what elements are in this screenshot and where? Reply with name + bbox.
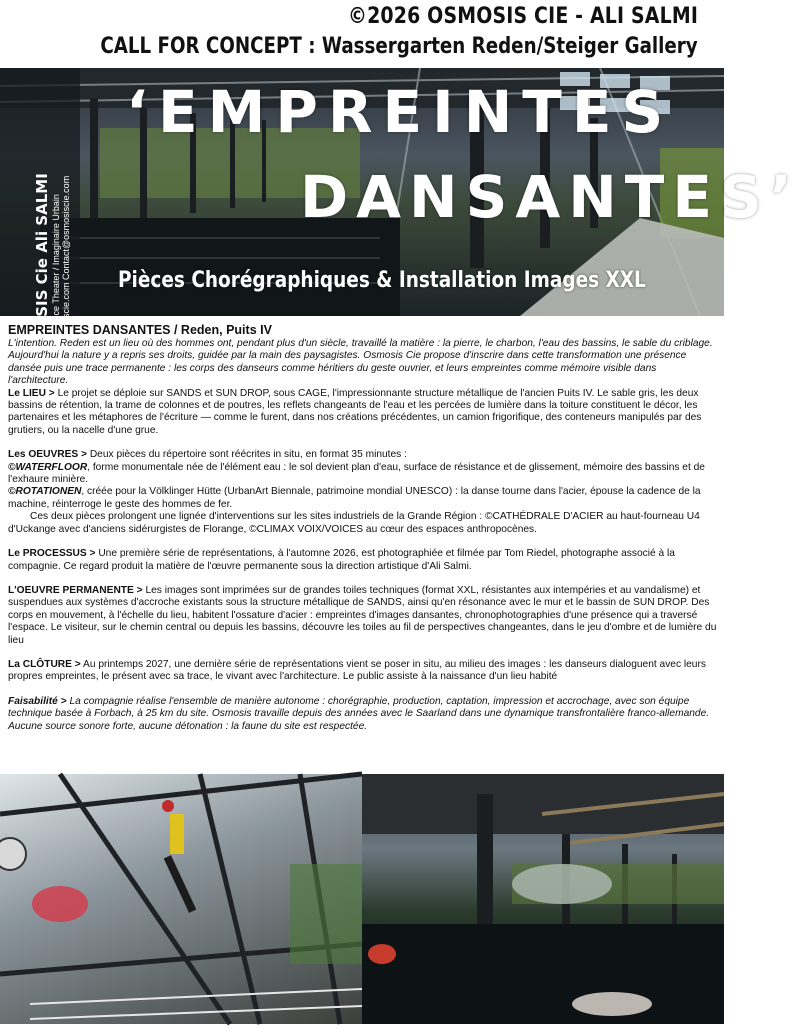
faisabilite-label: Faisabilité > [8, 695, 67, 707]
permanente-label: L'OEUVRE PERMANENTE > [8, 584, 143, 596]
waterfloor-label: ©WATERFLOOR [8, 461, 88, 473]
page-header [0, 0, 724, 68]
cloture-text: Au printemps 2027, une dernière série de représentations vient se poser in situ, au milieu des images : les danseurs dialoguent avec leurs propres empreintes, le présent avec sa trace, le vivant avec l'architecture. Le public assiste à la naissance d'un lieu habité [8, 658, 706, 683]
water-garden-photo [362, 774, 724, 1024]
permanente-text: Les images sont imprimées sur de grandes toiles techniques (format XXL, résistantes aux intempéries et au vandalisme) et suspendues aux systèmes d'accroche existants sous la structure métallique de SANDS, ainsi qu'en résonance avec le mur et le bassin de SUN DROP. Des corps en mouvement, à l'échelle du lieu, habitent l'ossature d'acier : empreintes d'images dansantes, chronophotographies d'une présence qui a traversé l'espace. Le visiteur, sur le chemin central ou depuis les bassins, découvre les toiles au fil de perspectives changeantes, dans le jeu d'ombre et de lumière du lieu [8, 584, 717, 646]
company-contact: www.osmosiscie.com Contact@osmosiscie.com [61, 175, 71, 368]
oeuvres-paragraph [8, 449, 718, 461]
oeuvres-label: Les OEUVRES > [8, 449, 87, 461]
waterfloor-paragraph [8, 462, 718, 487]
intention-paragraph: L'intention. Reden est un lieu où des hommes ont, pendant plus d'un siècle, travaillé la matière : la pierre, le charbon, l'eau des bassins, le sable du criblage. Aujourd'hui la nature y a repris ses droits, guidée par la main des paysagistes. Osmosis Cie propose d'inscrire dans cette transformation une présence dansée puis une trace permanente : les corps des danseurs comme héritiers du geste ouvrier, et leurs empreintes comme mémoire visible dans l'architecture. [8, 338, 713, 387]
hero-title-line1: ‘EMPREINTES [126, 78, 674, 146]
company-tagline: Physical Dance Theater / Imaginaire Urbain [51, 194, 61, 368]
call-for-concept-line: CALL FOR CONCEPT : Wassergarten Reden/Steiger Gallery [100, 34, 698, 59]
oeuvres-lineage-paragraph: Ces deux pièces prolongent une lignée d'interventions sur les sites industriels de la Grande Région : ©CATHÉDRALE D'ACIER au haut-fourneau U4 d'Uckange avec d'anciens sidérurgistes de Florange, ©CLIMAX VOIX/VOICES au cœur des espaces anthropocènes. [8, 511, 700, 535]
lieu-paragraph [8, 388, 718, 438]
hero-title-line2: DANSANTES’ [300, 163, 800, 231]
copyright-line: ©2026 OSMOSIS CIE - ALI SALMI [347, 4, 698, 29]
faisabilite-paragraph [8, 696, 718, 733]
lieu-label: Le LIEU > [8, 387, 55, 399]
permanente-paragraph [8, 585, 718, 647]
cloture-paragraph [8, 659, 718, 684]
hero-subtitle: Pièces Chorégraphiques & Installation Images XXL [118, 268, 646, 293]
rotationen-paragraph [8, 486, 718, 511]
cloture-label: La CLÔTURE > [8, 658, 81, 670]
article-body [8, 323, 718, 733]
faisabilite-text: La compagnie réalise l'ensemble de manière autonome : chorégraphie, production, captation, impression et accrochage, avec son équipe technique basée à Forbach, à 25 km du site. Osmosis travaille depuis des années avec le Saarland dans une dynamique transfrontalière franco-allemande. Aucune source sonore forte, aucune détonation : la faune du site est respectée. [8, 695, 710, 732]
lieu-text: Le projet se déploie sur SANDS et SUN DROP, sous CAGE, l'impressionnante structure métallique de l'ancien Puits IV. Le sable gris, les deux bassins de rétention, la trame de colonnes et de poutres, les reflets changeants de l'eau et les percées de lumière dans la toiture constituent le décor, les partenaires et les métaphores de l'écriture — comme le furent, dans nos créations précédentes, un camion frigorifique, des conteneurs manipulés par des grutiers, ou la nacelle d'une grue. [8, 387, 702, 436]
dancer-steel-photo [0, 774, 362, 1024]
oeuvres-text: Deux pièces du répertoire sont réécrites in situ, en format 35 minutes : [89, 449, 407, 461]
rotationen-label: ©ROTATIONEN [8, 486, 82, 498]
bottom-photos [0, 774, 724, 1024]
processus-paragraph [8, 548, 718, 573]
processus-text: Une première série de représentations, à l'automne 2026, est photographiée et filmée par Tom Riedel, photographe associé à la compagnie. Ce regard produit la matière de l'œuvre permanente sous la direction artistique d'Ali Salmi. [8, 548, 675, 572]
article-title: EMPREINTES DANSANTES / Reden, Puits IV [8, 323, 272, 337]
company-name: OSMOSIS Cie Ali SALMI [33, 173, 51, 368]
waterfloor-text: , forme monumentale née de l'élément eau : le sol devient plan d'eau, surface de résistance et de glissement, mémoire des bassins et de l'exhaure minière. [8, 461, 705, 486]
processus-label: Le PROCESSUS > [8, 548, 96, 560]
rotationen-text: , créée pour la Völklinger Hütte (UrbanArt Biennale, patrimoine mondial UNESCO) : la danse tourne dans l'acier, épouse la cadence de la machine, réinterroge le geste des hommes de fer. [8, 486, 701, 510]
